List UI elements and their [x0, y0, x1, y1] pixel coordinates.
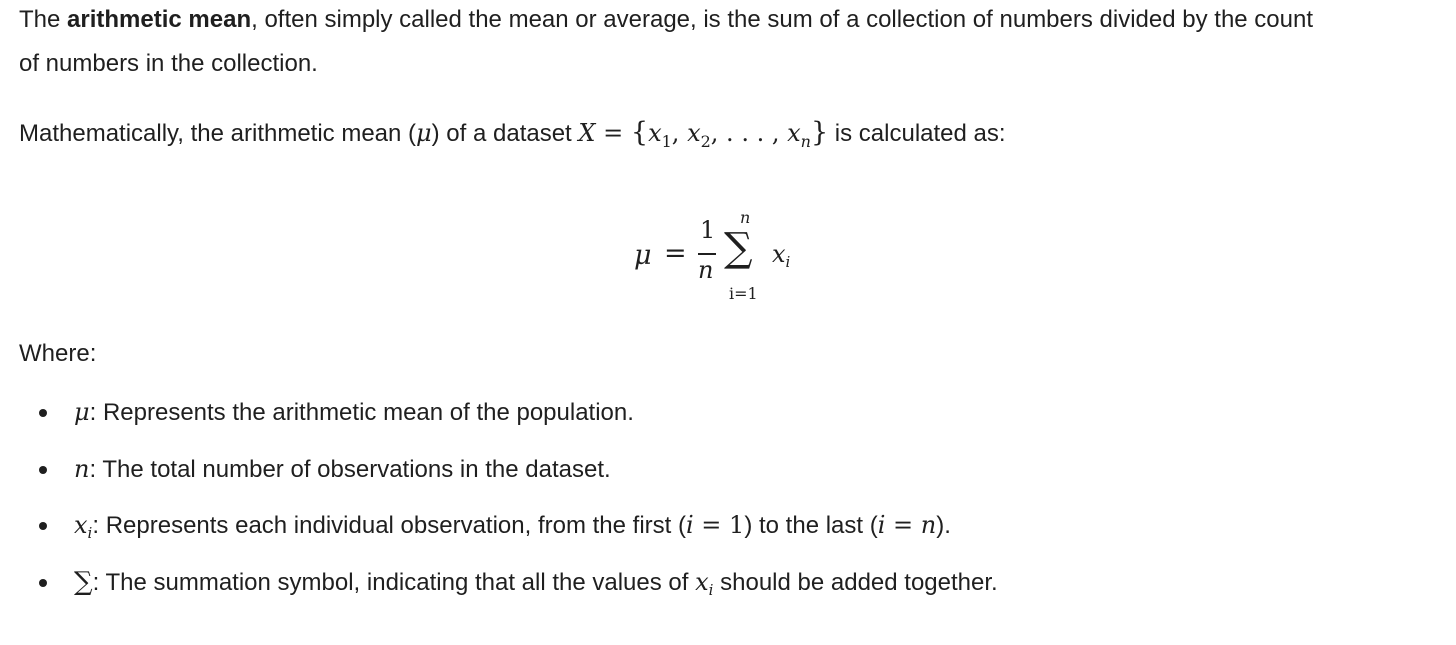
mean-formula	[630, 202, 830, 312]
math-intro-paragraph	[19, 111, 1006, 158]
math-sub-1: 1	[661, 132, 672, 151]
math-intro-after: is calculated as:	[828, 120, 1006, 147]
math-x: x	[695, 567, 709, 596]
formula-fraction-bar	[698, 253, 716, 255]
formula-sum-upper: n	[740, 208, 751, 227]
definition-text-mid: ) to the last (	[744, 512, 878, 539]
term-arithmetic-mean: arithmetic mean	[67, 6, 252, 33]
math-mu: μ	[416, 119, 432, 147]
definition-mu	[74, 384, 634, 441]
definition-xi	[74, 497, 951, 556]
definition-symbol-sub: i	[87, 524, 93, 542]
definition-text: : The total number of observations in the dataset.	[89, 455, 611, 483]
bullet-icon	[39, 409, 47, 417]
definition-symbol: μ	[74, 398, 90, 426]
math-comma: ,	[671, 119, 688, 147]
definition-n	[74, 441, 611, 498]
summation-icon: ∑	[724, 225, 753, 271]
math-sub-2: 2	[700, 132, 711, 151]
math-intro-before: Mathematically, the arithmetic mean (	[19, 120, 417, 147]
math-eq-first: =	[693, 511, 730, 539]
bullet-icon	[39, 579, 47, 587]
math-X: X	[578, 119, 596, 147]
definition-symbol: x	[74, 511, 88, 539]
formula-term-x: x	[772, 240, 786, 268]
math-sub-n: n	[800, 132, 811, 151]
math-i-first: i	[685, 511, 694, 539]
formula-denominator: n	[698, 256, 714, 284]
definition-sigma	[74, 554, 998, 613]
formula-term	[772, 240, 791, 271]
intro-paragraph-line-2: of numbers in the collection.	[19, 50, 318, 77]
intro-text-after: , often simply called the mean or average, is the sum of a collection of numbers divided by the count	[251, 6, 1314, 33]
definition-text-end: should be added together.	[713, 568, 998, 596]
math-intro-middle: ) of a dataset	[431, 120, 579, 147]
definition-text: : Represents each individual observation, from the first (	[92, 512, 686, 539]
math-x2: x	[687, 119, 701, 147]
where-label: Where:	[19, 340, 97, 367]
math-xn: x	[787, 119, 801, 147]
formula-equals: =	[664, 238, 687, 269]
formula-mu: μ	[634, 240, 652, 271]
bullet-icon	[39, 522, 47, 530]
math-close-brace: }	[810, 117, 829, 148]
formula-term-sub: i	[785, 253, 791, 271]
definition-text: : The summation symbol, indicating that all the values of	[92, 568, 696, 596]
intro-paragraph-line-1	[19, 0, 1313, 42]
formula-numerator: 1	[700, 216, 716, 244]
math-dots: , . . . ,	[710, 119, 788, 147]
bullet-icon	[39, 466, 47, 474]
summation-symbol-icon: ∑	[74, 566, 93, 597]
math-open-brace: {	[630, 117, 649, 148]
definition-symbol: n	[74, 454, 90, 483]
math-value-last: n	[920, 511, 937, 539]
formula-sum-lower: i=1	[729, 284, 758, 303]
definition-text-end: ).	[936, 512, 951, 539]
intro-text-before: The	[19, 6, 68, 33]
math-x1: x	[648, 119, 662, 147]
math-i-last: i	[877, 511, 886, 539]
math-eq-last: =	[885, 511, 921, 539]
math-x-sub: i	[708, 580, 714, 599]
definition-text: : Represents the arithmetic mean of the population.	[89, 399, 634, 426]
math-eq: =	[595, 119, 631, 147]
math-value-first: 1	[729, 511, 745, 539]
